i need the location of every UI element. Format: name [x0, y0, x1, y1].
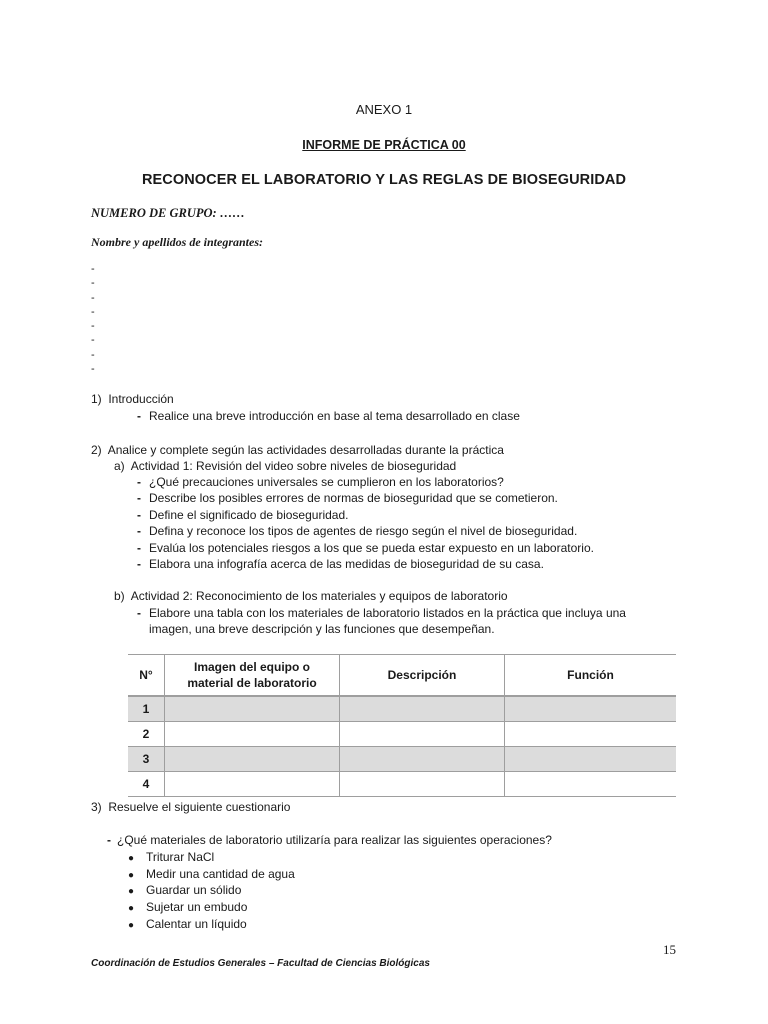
description-cell[interactable]: [340, 696, 505, 722]
image-cell[interactable]: [165, 722, 340, 747]
header-image-line-2: material de laboratorio: [187, 676, 317, 690]
table-row: [128, 772, 676, 797]
bullet-icon: ●: [128, 853, 135, 864]
row-number: 1: [128, 696, 165, 722]
activity-a-title: Actividad 1: Revisión del video sobre niveles de bioseguridad: [130, 459, 457, 473]
image-cell[interactable]: [165, 747, 340, 772]
list-item: [137, 523, 577, 540]
dash-marker: -: [107, 833, 111, 847]
page-number: 15: [663, 942, 676, 957]
image-cell[interactable]: [165, 772, 340, 797]
page-title: RECONOCER EL LABORATORIO Y LAS REGLAS DE BIOSEGURIDAD: [141, 172, 627, 188]
activity-b-heading: [114, 588, 508, 605]
row-number: 2: [128, 722, 165, 747]
list-item: [137, 507, 348, 524]
dash-marker: -: [137, 524, 141, 538]
list-item: [128, 849, 214, 868]
dash-marker: -: [137, 557, 141, 571]
table-row: [128, 722, 676, 747]
header-image-line-1: Imagen del equipo o: [193, 660, 310, 674]
activity-b-item-line-2: imagen, una breve descripción y las funciones que desempeñan.: [149, 622, 495, 636]
section-1-item: [137, 408, 520, 425]
dash-marker: -: [137, 606, 141, 620]
activity-b-item: [137, 605, 626, 622]
activity-a-letter: a): [114, 459, 125, 473]
member-dash: -: [91, 291, 95, 304]
function-cell[interactable]: [505, 772, 677, 797]
list-item: [128, 899, 247, 918]
header-description: Descripción: [340, 655, 505, 697]
activity-b-title: Actividad 2: Reconocimiento de los materiales y equipos de laboratorio: [130, 589, 508, 603]
materials-table: [128, 654, 676, 797]
activity-b-item-line-1: Elabore una tabla con los materiales de laboratorio listados en la práctica que incluya una: [149, 606, 626, 620]
dash-marker: -: [137, 409, 141, 423]
question-text: ¿Qué materiales de laboratorio utilizaría para realizar las siguientes operaciones?: [117, 833, 552, 847]
list-item-text: Define el significado de bioseguridad.: [149, 508, 349, 522]
section-2-title: Analice y complete según las actividades desarrolladas durante la práctica: [107, 443, 504, 457]
function-cell[interactable]: [505, 747, 677, 772]
section-2-heading: [91, 442, 504, 459]
member-dash: -: [91, 334, 95, 347]
list-item: [137, 490, 558, 507]
section-1-title: Introducción: [108, 392, 174, 406]
dash-marker: -: [137, 491, 141, 505]
list-item-text: Guardar un sólido: [146, 883, 242, 897]
list-item-text: Triturar NaCl: [146, 850, 215, 864]
description-cell[interactable]: [340, 772, 505, 797]
member-dash: -: [91, 320, 95, 333]
header-image: [165, 655, 340, 697]
function-cell[interactable]: [505, 722, 677, 747]
activity-b-letter: b): [114, 589, 125, 603]
list-item-text: Medir una cantidad de agua: [146, 867, 295, 881]
bullet-icon: ●: [128, 920, 135, 931]
list-item: [137, 556, 544, 573]
header-num: N°: [128, 655, 165, 697]
section-1-item-text: Realice una breve introducción en base al tema desarrollado en clase: [149, 409, 520, 423]
section-2-number: 2): [91, 443, 102, 457]
section-1-heading: [91, 391, 174, 408]
dash-marker: -: [137, 475, 141, 489]
report-title: INFORME DE PRÁCTICA 00: [302, 138, 466, 152]
list-item-text: Defina y reconoce los tipos de agentes de riesgo según el nivel de bioseguridad.: [149, 524, 578, 538]
dash-marker: -: [137, 541, 141, 555]
section-3-heading: [91, 799, 290, 816]
list-item-text: ¿Qué precauciones universales se cumplieron en los laboratorios?: [149, 475, 504, 489]
member-dash: -: [91, 363, 95, 376]
list-item: [128, 916, 247, 935]
member-dash: -: [91, 348, 95, 361]
bullet-icon: ●: [128, 870, 135, 881]
member-dash: -: [91, 305, 95, 318]
row-number: 3: [128, 747, 165, 772]
header-function: Función: [505, 655, 677, 697]
list-item-text: Describe los posibles errores de normas de bioseguridad que se cometieron.: [149, 491, 558, 505]
section-3-number: 3): [91, 800, 102, 814]
table-header-row: [128, 655, 676, 697]
dash-marker: -: [137, 508, 141, 522]
image-cell[interactable]: [165, 696, 340, 722]
table-row: [128, 747, 676, 772]
section-3-title: Resuelve el siguiente cuestionario: [108, 800, 291, 814]
function-cell[interactable]: [505, 696, 677, 722]
list-item: [137, 540, 594, 557]
section-1-number: 1): [91, 392, 102, 406]
table-row: [128, 696, 676, 722]
bullet-icon: ●: [128, 886, 135, 897]
list-item-text: Calentar un líquido: [146, 917, 247, 931]
list-item-text: Elabora una infografía acerca de las medidas de bioseguridad de su casa.: [149, 557, 544, 571]
description-cell[interactable]: [340, 722, 505, 747]
group-number-label: NUMERO DE GRUPO: ……: [91, 206, 245, 220]
row-number: 4: [128, 772, 165, 797]
members-label: Nombre y apellidos de integrantes:: [91, 235, 263, 249]
member-dash: -: [91, 277, 95, 290]
list-item: [137, 474, 504, 491]
bullet-icon: ●: [128, 903, 135, 914]
list-item-text: Evalúa los potenciales riesgos a los que se pueda estar expuesto en un laboratorio.: [149, 541, 594, 555]
member-list: [91, 262, 95, 376]
footer-text: Coordinación de Estudios Generales – Facultad de Ciencias Biológicas: [91, 958, 430, 969]
list-item-text: Sujetar un embudo: [146, 900, 248, 914]
question: [107, 832, 552, 849]
list-item: [128, 882, 241, 901]
annex-label: ANEXO 1: [355, 102, 413, 117]
activity-a-heading: [114, 458, 456, 475]
member-dash: -: [91, 263, 95, 275]
description-cell[interactable]: [340, 747, 505, 772]
